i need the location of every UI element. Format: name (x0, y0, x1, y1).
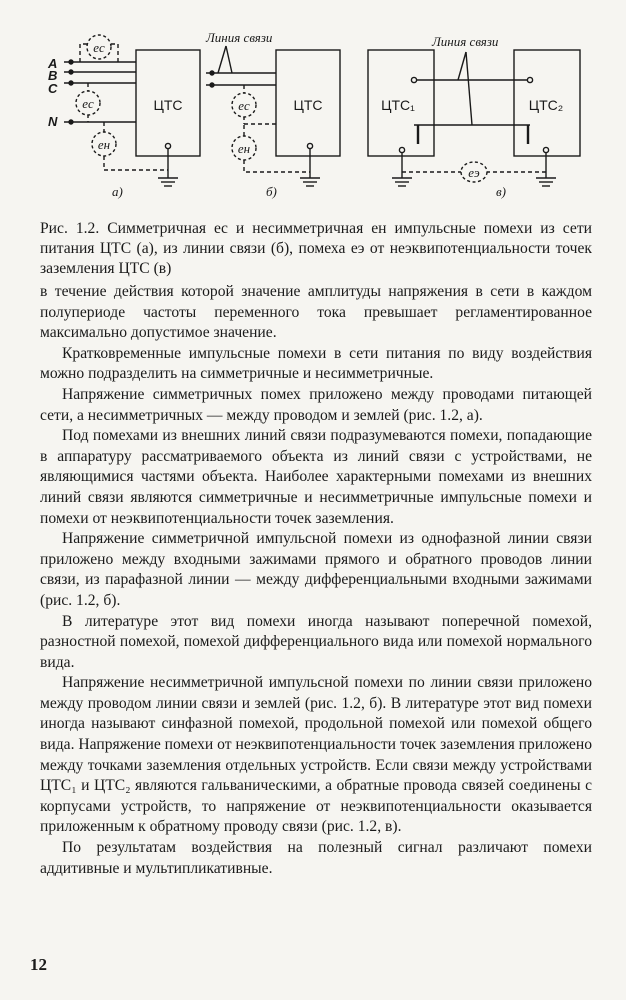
figure-1-2 (0, 0, 626, 215)
paragraph: Напряжение симметричной импульсной помехи из однофазной линии связи приложено между входными зажимами прямого и обратного проводов линии связи, из парафазной линии — между дифференциальными входными зажимами (рис. 1.2, б). (40, 530, 592, 609)
cts-label-a: ЦТС (153, 97, 183, 113)
page-number: 12 (30, 955, 47, 974)
paragraph: Кратковременные импульсные помехи в сети питания по виду воздействия можно подразделить на симметричные и несимметричные. (40, 344, 592, 383)
phase-label-n: N (48, 114, 58, 129)
paragraph: Напряжение несимметричной импульсной помехи по линии связи приложено между проводом линии связи и землей (рис. 1.2, б). В литературе этот вид помехи иногда называют синфазной помехой, продольной помехой или помехой общего вида. Напряжение помехи от неэквипотенциальности точек заземления приложено между точками заземления отдельных устройств. Если связи между устройствами ЦТС₁ и ЦТС₂ являются гальваническими, а обратные провода связей соединены с корпусами устройств, то напряжение от неэквипотенциальности оказывается приложенным к обратному проводу связи (рис. 1.2, в). (40, 674, 592, 836)
subfig-label-b: б) (266, 184, 277, 199)
phase-label-b: B (48, 68, 58, 83)
svg-text:eн: eн (237, 141, 251, 156)
paragraph: Напряжение симметричных помех приложено между проводами питающей сети, а несимметричных — между проводом и землей (рис. 1.2, а). (40, 385, 592, 424)
svg-text:eс: eс (82, 96, 94, 111)
line-label-b: Линия связи (206, 30, 273, 45)
diagram-b (205, 30, 340, 199)
diagram-a (47, 35, 200, 199)
line-label-c: Линия связи (432, 34, 499, 49)
diagram-c (368, 34, 580, 199)
phase-label-c: C (48, 81, 58, 96)
svg-text:eс: eс (238, 98, 250, 113)
paragraph: По результатам воздействия на полезный сигнал различают помехи аддитивные и мультипликативные. (40, 839, 592, 877)
paragraph: в течение действия которой значение амплитуды напряжения в сети в каждом полупериоде частоты переменного тока превышает регламентированное максимально допустимое значение. (40, 283, 592, 342)
cts-label-b: ЦТС (293, 97, 323, 113)
subfig-label-c: в) (496, 184, 506, 199)
paragraph: Под помехами из внешних линий связи подразумеваются помехи, попадающие в аппаратуру рассматриваемого объекта из линий связи с устройствами, не являющимися частями объекта. Наиболее характерными помехами из внешних линий связи являются симметричные и несимметричные импульсные помехи и помехи от неэквипотенциальности точек заземления. (40, 427, 592, 527)
paragraph: В литературе этот вид помехи иногда называют поперечной помехой, разностной помехой, помехой дифференциального вида или помехой нормального вида. (40, 612, 592, 671)
svg-text:eн: eн (97, 137, 111, 152)
subfig-label-a: а) (112, 184, 123, 199)
phase-label-a: A (48, 56, 58, 71)
cts2-label: ЦТС₂ (528, 97, 564, 113)
svg-text:eэ: eэ (468, 165, 480, 180)
cts1-label: ЦТС₁ (381, 97, 415, 113)
body-text (40, 282, 592, 879)
svg-text:eс: eс (93, 40, 105, 55)
figure-caption: Рис. 1.2. Симметричная eс и несимметричная eн импульсные помехи из сети питания ЦТС (а), из линии связи (б), помеха eэ от неэквипотенциальности точек заземления ЦТС (в) (40, 220, 592, 277)
